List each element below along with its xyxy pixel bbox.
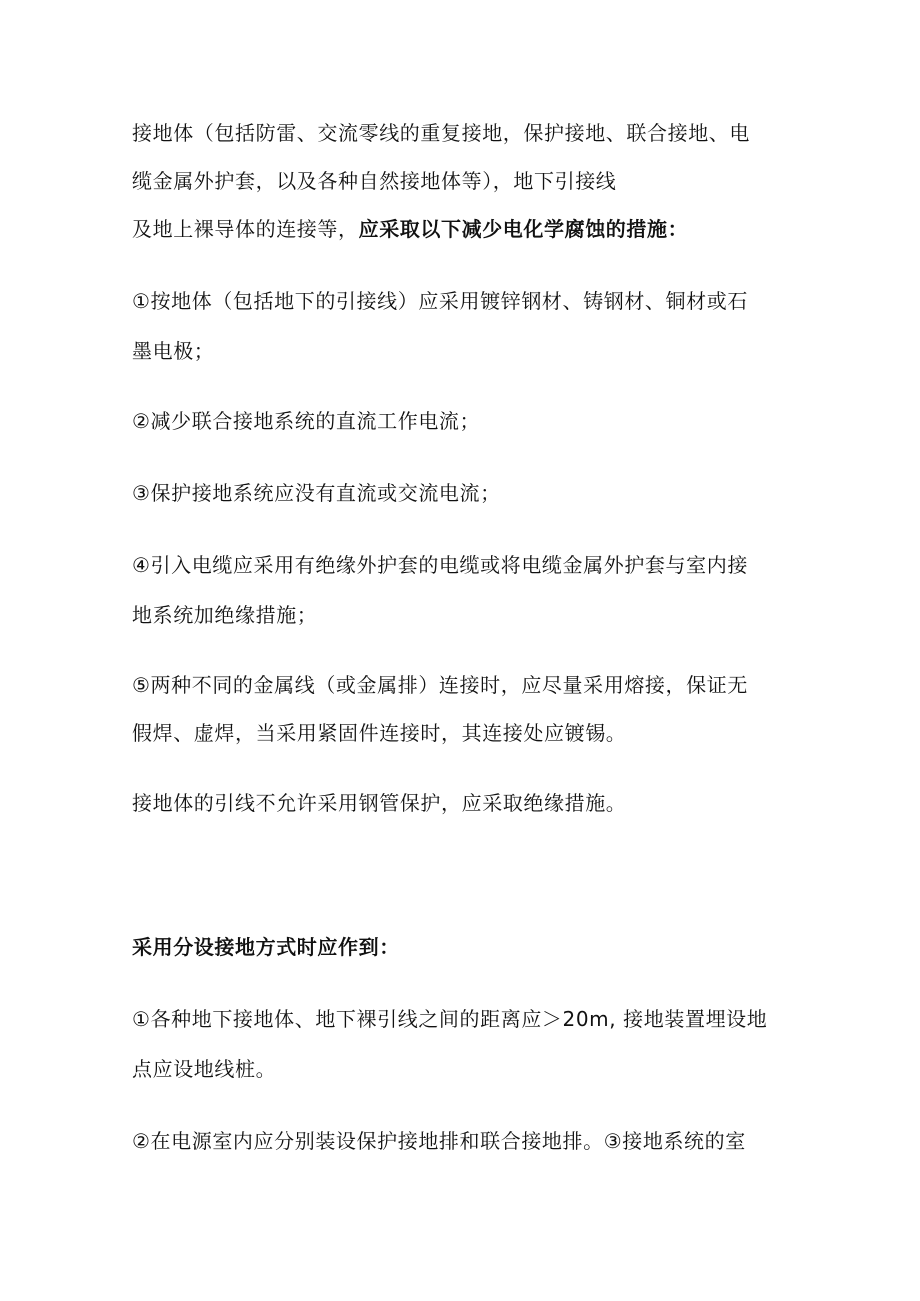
sub-item-1-line-1: ①各种地下接地体、地下裸引线之间的距离应＞20m, 接地装置埋设地: [132, 1007, 768, 1031]
item-4-line-2: 地系统加绝缘措施；: [132, 603, 318, 627]
item-5-line-1: ⑤两种不同的金属线（或金属排）连接时，应尽量采用熔接，保证无: [132, 673, 748, 697]
sub-item-2-line-1: ②在电源室内应分别装设保护接地排和联合接地排。③接地系统的室: [132, 1129, 746, 1153]
item-5-line-2: 假焊、虚焊，当采用紧固件连接时，其连接处应镀锡。: [132, 721, 627, 745]
item-3: ③保护接地系统应没有直流或交流电流；: [132, 481, 501, 505]
item-4-line-1: ④引入电缆应采用有绝缘外护套的电缆或将电缆金属外护套与室内接: [132, 553, 748, 577]
paragraph-intro-line-3: [132, 216, 688, 242]
paragraph-lead-wire: 接地体的引线不允许采用钢管保护，应采取绝缘措施。: [132, 791, 627, 815]
item-1-line-1: ①按地体（包括地下的引接线）应采用镀锌钢材、铸钢材、铜材或石: [132, 289, 748, 313]
item-2: ②减少联合接地系统的直流工作电流；: [132, 409, 481, 433]
section-heading-separate-grounding: 采用分设接地方式时应作到：: [132, 935, 400, 959]
sub-item-1-line-2: 点应设地线桩。: [132, 1057, 277, 1081]
item-1-line-2: 墨电极；: [132, 339, 215, 363]
paragraph-intro-line-3-normal: 及地上裸导体的连接等，: [132, 217, 359, 241]
measures-heading: 应采取以下减少电化学腐蚀的措施：: [358, 217, 689, 241]
paragraph-intro-line-2: 缆金属外护套，以及各种自然接地体等），地下引接线: [132, 169, 617, 193]
paragraph-intro-line-1: 接地体（包括防雷、交流零线的重复接地，保护接地、联合接地、电: [132, 121, 750, 145]
